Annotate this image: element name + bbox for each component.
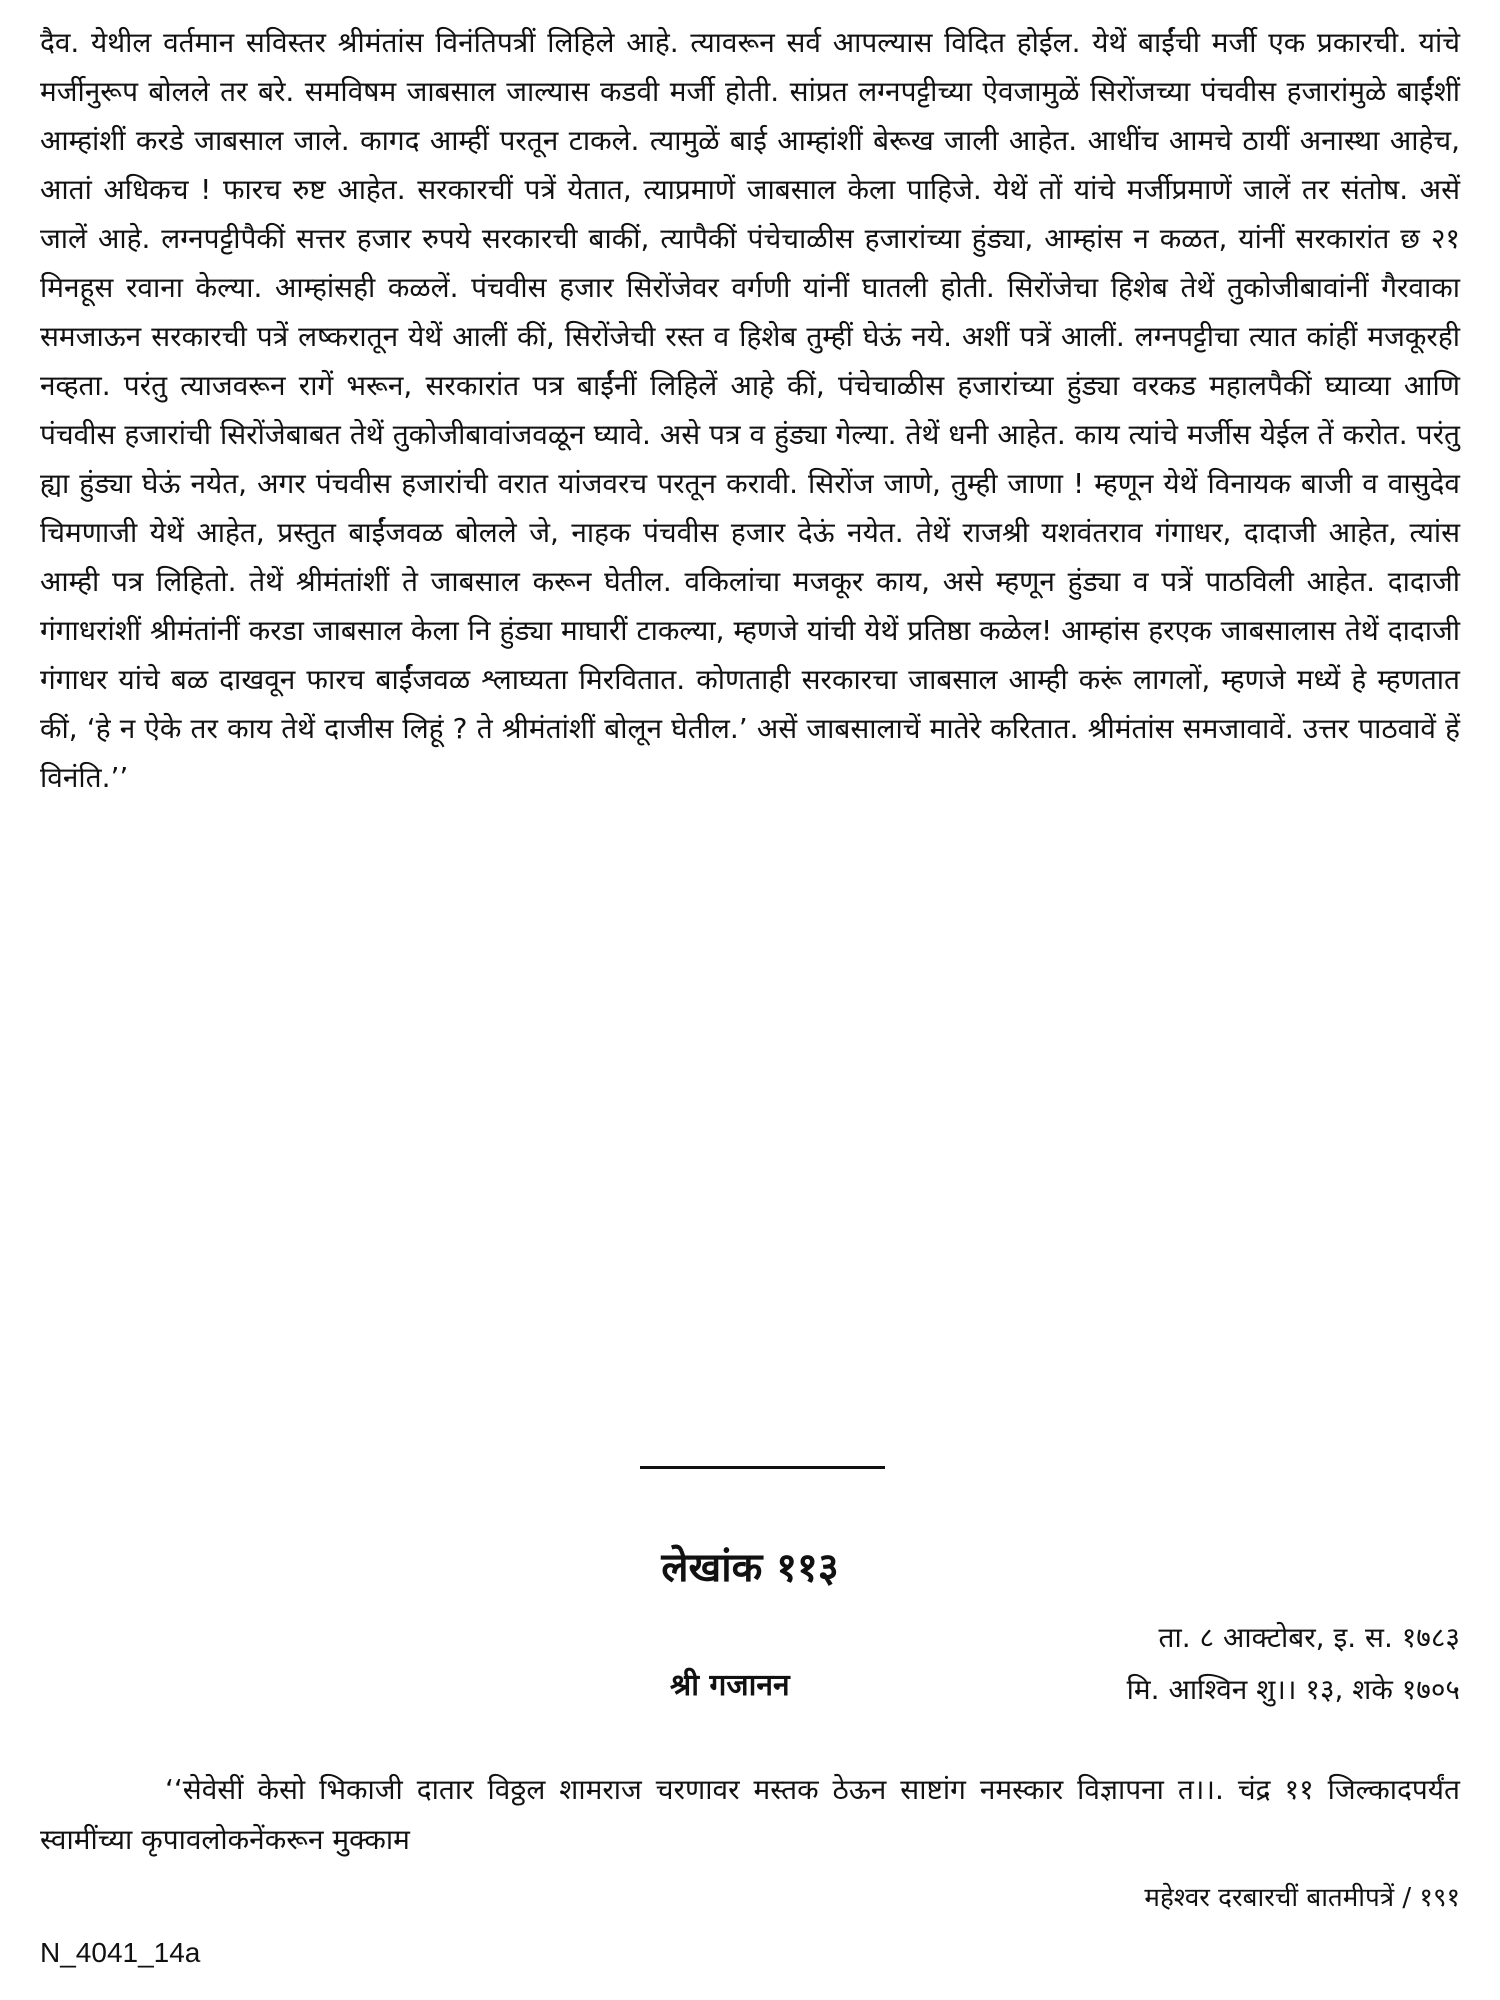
invocation: श्री गजानन: [670, 1668, 790, 1703]
letter-text: [40, 1765, 1460, 1865]
letter-opening: ‘‘सेवेसीं केसो भिकाजी दातार विठ्ठल शामराज चरणावर मस्तक ठेऊन साष्टांग नमस्कार विज्ञापना त।।. चंद्र ११ जिल्कादपर्यंत स्वामींच्या कृपावलोकनेंकरून मुक्काम: [40, 1773, 1460, 1856]
date-line-shaka: मि. आश्विन शु।। १३, शके १७०५: [1126, 1673, 1460, 1706]
date-block: [0, 1608, 1500, 1748]
letter-heading: लेखांक ११३: [661, 1545, 839, 1591]
document-code: N_4041_14a: [40, 1937, 201, 1968]
date-line-gregorian: ता. ८ आक्टोबर, इ. स. १७८३: [1158, 1621, 1460, 1654]
page-footer: महेश्वर दरबारचीं बातमीपत्रें / १९१: [1144, 1883, 1460, 1913]
section-divider: [640, 1466, 885, 1469]
body-text: [40, 18, 1460, 802]
body-paragraph: दैव. येथील वर्तमान सविस्तर श्रीमंतांस विनंतिपत्रीं लिहिले आहे. त्यावरून सर्व आपल्यास विदित होईल. येथें बाईंची मर्जी एक प्रकारची. यांचे मर्जीनुरूप बोलले तर बरे. समविषम जाबसाल जाल्यास कडवी मर्जी होती. सांप्रत लग्नपट्टीच्या ऐवजामुळें सिरोंजच्या पंचवीस हजारांमुळे बाईंशीं आम्हांशीं करडे जाबसाल जाले. कागद आम्हीं परतून टाकले. त्यामुळें बाई आम्हांशीं बेरूख जाली आहेत. आधींच आमचे ठायीं अनास्था आहेच, आतां अधिकच ! फारच रुष्ट आहेत. सरकारचीं पत्रें येतात, त्याप्रमाणें जाबसाल केला पाहिजे. येथें तों यांचे मर्जीप्रमाणें जालें तर संतोष. असें जालें आहे. लग्नपट्टीपैकीं सत्तर हजार रुपये सरकारची बाकीं, त्यापैकीं पंचेचाळीस हजारांच्या हुंड्या, आम्हांस न कळत, यांनीं सरकारांत छ २१ मिनहूस रवाना केल्या. आम्हांसही कळलें. पंचवीस हजार सिरोंजेवर वर्गणी यांनीं घातली होती. सिरोंजेचा हिशेब तेथें तुकोजीबावांनीं गैरवाका समजाऊन सरकारची पत्रें लष्करातून येथें आलीं कीं, सिरोंजेची रस्त व हिशेब तुम्हीं घेऊं नये. अशीं पत्रें आलीं. लग्नपट्टीचा त्यात कांहीं मजकूरही नव्हता. परंतु त्याजवरून रागें भरून, सरकारांत पत्र बाईंनीं लिहिलें आहे कीं, पंचेचाळीस हजारांच्या हुंड्या वरकड महालपैकीं घ्याव्या आणि पंचवीस हजारांची सिरोंजेबाबत तेथें तुकोजीबावांजवळून घ्यावे. असे पत्र व हुंड्या गेल्या. तेथें धनी आहेत. काय त्यांचे मर्जीस येईल तें करोत. परंतु ह्या हुंड्या घेऊं नयेत, अगर पंचवीस हजारांची वरात यांजवरच परतून करावी. सिरोंज जाणे, तुम्ही जाणा ! म्हणून येथें विनायक बाजी व वासुदेव चिमणाजी येथें आहेत, प्रस्तुत बाईंजवळ बोलले जे, नाहक पंचवीस हजार देऊं नयेत. तेथें राजश्री यशवंतराव गंगाधर, दादाजी आहेत, त्यांस आम्ही पत्र लिहितो. तेथें श्रीमंतांशीं ते जाबसाल करून घेतील. वकिलांचा मजकूर काय, असे म्हणून हुंड्या व पत्रें पाठविली आहेत. दादाजी गंगाधरांशीं श्रीमंतांनीं करडा जाबसाल केला नि हुंड्या माघारीं टाकल्या, म्हणजे यांची येथें प्रतिष्ठा कळेल! आम्हांस हरएक जाबसालास तेथें दादाजी गंगाधर यांचे बळ दाखवून फारच बाईंजवळ श्लाघ्यता मिरवितात. कोणताही सरकारचा जाबसाल आम्ही करूं लागलों, म्हणजे मध्यें हे म्हणतात कीं, ‘हे न ऐके तर काय तेथें दाजीस लिहूं ? ते श्रीमंतांशीं बोलून घेतील.’ असें जाबसालाचें मातेरे करितात. श्रीमंतांस समजावावें. उत्तर पाठवावें हें विनंति.’’: [40, 26, 1460, 794]
